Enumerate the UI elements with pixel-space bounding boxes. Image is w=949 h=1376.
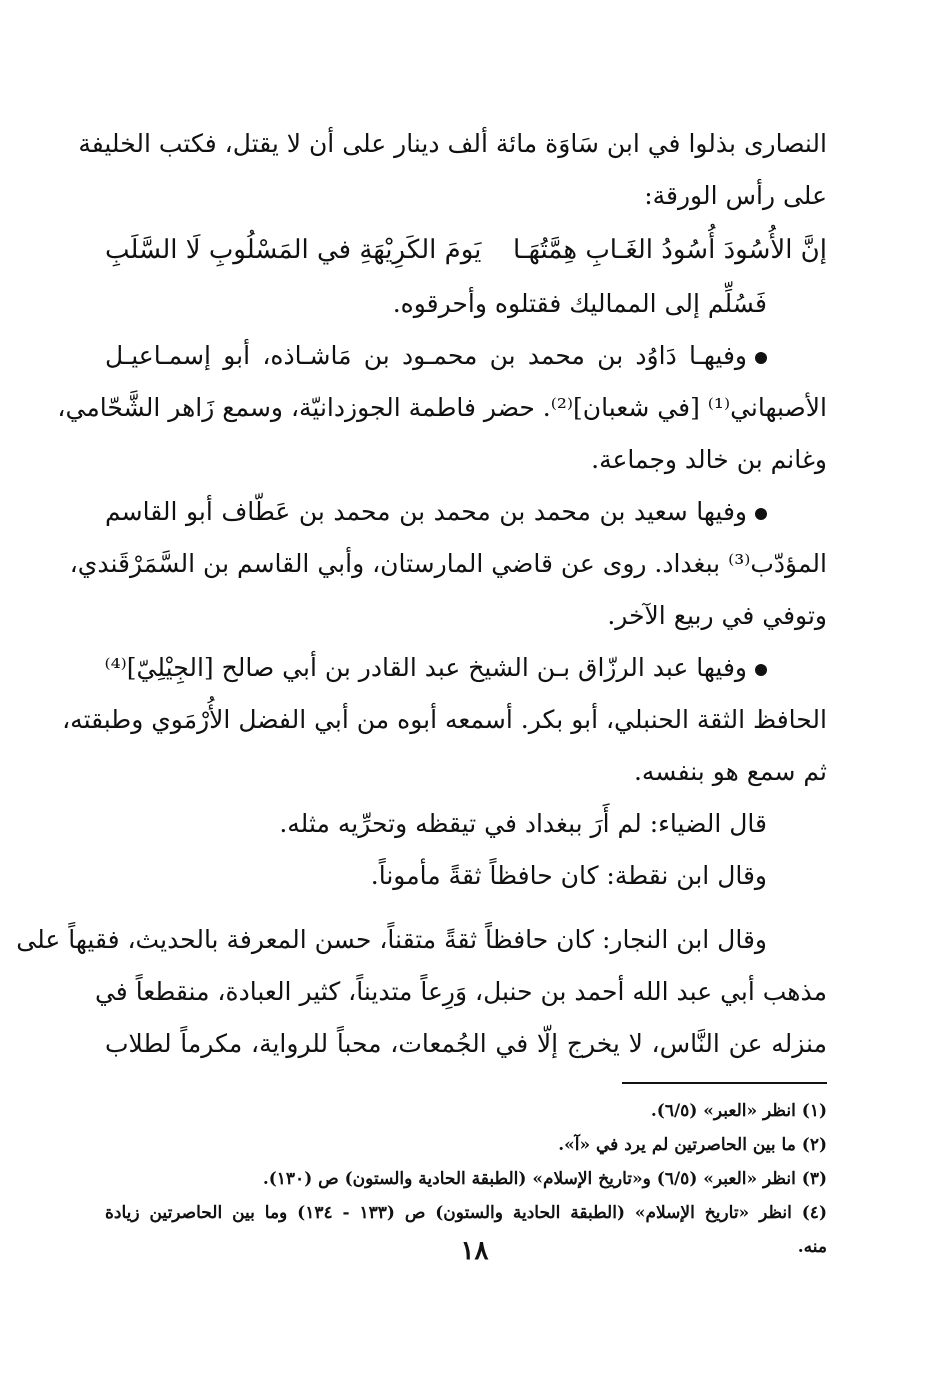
text-line: وغانم بن خالد وجماعة. bbox=[591, 445, 827, 474]
bullet-icon bbox=[755, 508, 767, 520]
text-line: وقال ابن النجار: كان حافظاً ثقةً متقناً، حسن المعرفة بالحديث، فقيهاً على bbox=[16, 925, 767, 954]
entry-first-line bbox=[105, 642, 827, 694]
bullet-icon bbox=[755, 664, 767, 676]
text-line: الأصبهاني⁽¹⁾ [في شعبان]⁽²⁾. حضر فاطمة الجوزدانيّة، وسمع زَاهر الشَّحّامي، bbox=[57, 393, 827, 422]
text-line: وتوفي في ربيع الآخر. bbox=[607, 601, 827, 630]
footnote-line: (٤) انظر «تاريخ الإسلام» (الطبقة الحادية والستون) ص (١٣٣ - ١٣٤) وما بين الحاصرتين زيادة bbox=[105, 1203, 827, 1223]
text-span: وفيهـا دَاوُد بن محمد بن محمـود بن مَاشـاذه، أبو إسمـاعيـل bbox=[105, 341, 747, 370]
entry-first-line bbox=[105, 486, 827, 538]
text-line: منزله عن النَّاس، لا يخرج إلّا في الجُمعات، محباً للرواية، مكرماً لطلاب bbox=[105, 1029, 827, 1058]
verse-second-hemistich: يَومَ الكَرِيْهَةِ في المَسْلُوبِ لَا السَّلَبِ bbox=[105, 235, 482, 265]
verse-first-hemistich: إنَّ الأُسُودَ أُسُودُ الغَـابِ هِمَّتُهَـا bbox=[512, 235, 827, 265]
text-line: فَسُلِّم إلى المماليك فقتلوه وأحرقوه. bbox=[392, 289, 767, 318]
text-line: الحافظ الثقة الحنبلي، أبو بكر. أسمعه أبوه من أبي الفضل الأُرْمَوي وطبقته، bbox=[62, 705, 827, 734]
footnote-separator bbox=[622, 1082, 827, 1084]
text-span: وفيها عبد الرزّاق بـن الشيخ عبد القادر بن أبي صالح [الجِيْلِيّ]⁽⁴⁾ bbox=[104, 653, 747, 682]
text-line: النصارى بذلوا في ابن سَاوَة مائة ألف دينار على أن لا يقتل، فكتب الخليفة bbox=[78, 129, 827, 158]
text-line: مذهب أبي عبد الله أحمد بن حنبل، وَرِعاً متديناً، كثير العبادة، منقطعاً في bbox=[94, 977, 827, 1006]
page-body bbox=[16, 118, 827, 1264]
text-line: ثم سمع هو بنفسه. bbox=[633, 757, 827, 786]
footnote: (٢) ما بين الحاصرتين لم يرد في «آ». bbox=[558, 1135, 827, 1155]
footnote-line: منه. bbox=[797, 1237, 827, 1257]
footnote: (٣) انظر «العبر» (٦/٥) و«تاريخ الإسلام» (الطبقة الحادية والستون) ص (١٣٠). bbox=[262, 1169, 827, 1189]
text-line: على رأس الورقة: bbox=[644, 181, 827, 210]
text-line: وقال ابن نقطة: كان حافظاً ثقةً مأموناً. bbox=[370, 861, 767, 890]
spacer bbox=[105, 902, 827, 914]
text-line: قال الضياء: لم أَرَ ببغداد في تيقظه وتحرِّيه مثله. bbox=[279, 809, 767, 838]
entry-first-line bbox=[105, 330, 827, 382]
text-line: المؤدّب⁽³⁾ ببغداد. روى عن قاضي المارستان، وأبي القاسم بن السَّمَرْقَندي، bbox=[69, 549, 827, 578]
text-span: وفيها سعيد بن محمد بن محمد بن محمد بن عَطّاف أبو القاسم bbox=[105, 497, 747, 526]
poetry-verse bbox=[105, 222, 827, 278]
page-number: ١٨ bbox=[460, 1236, 489, 1266]
bullet-icon bbox=[755, 352, 767, 364]
footnote: (١) انظر «العبر» (٦/٥). bbox=[650, 1101, 827, 1121]
